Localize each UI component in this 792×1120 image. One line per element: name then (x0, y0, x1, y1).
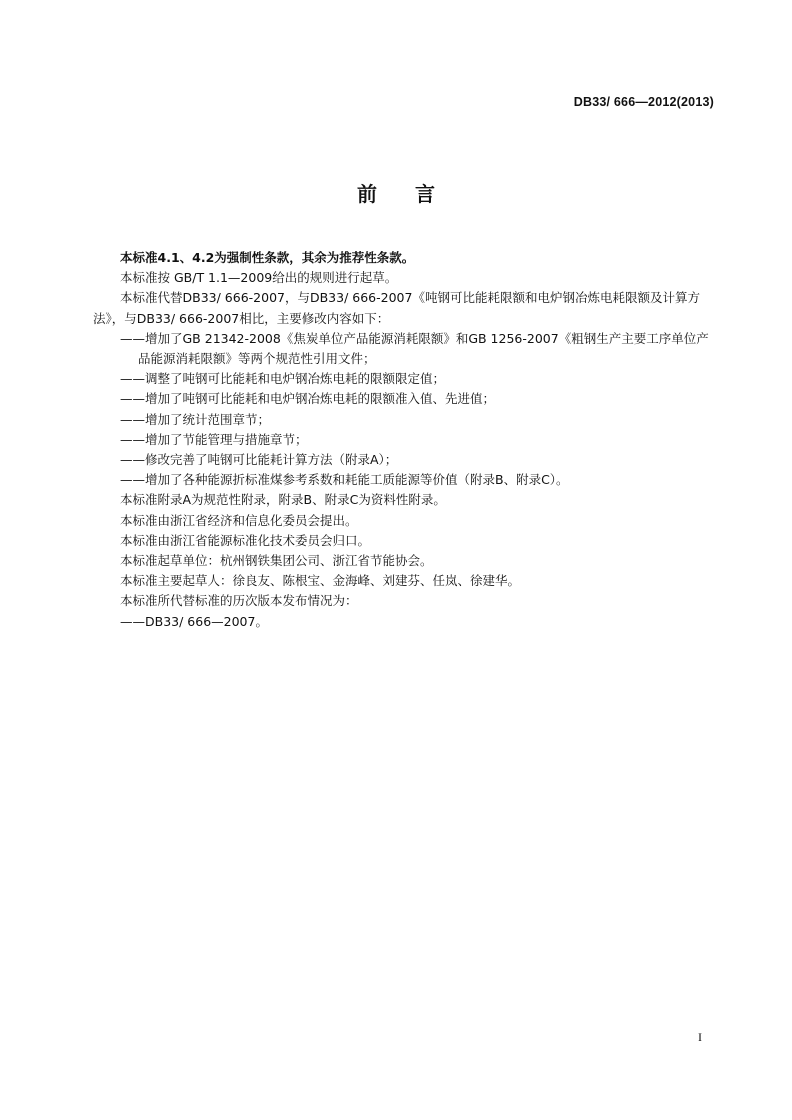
foreword-body (93, 248, 718, 632)
proposer-paragraph: 本标准由浙江省经济和信息化委员会提出。 (120, 512, 358, 528)
change-item: ——调整了吨钢可比能耗和电炉钢冶炼电耗的限额限定值； (120, 371, 446, 387)
drafting-units-paragraph: 本标准起草单位：杭州钢铁集团公司、浙江省节能协会。 (120, 553, 433, 569)
replacement-paragraph: 本标准代替DB33/ 666-2007，与DB33/ 666-2007《吨钢可比能耗限额和电炉钢冶炼电耗限额及计算方法》，与DB33/ 666-2007相比，主要修改内容如下： (93, 290, 700, 326)
change-item: ——增加了各种能源折标准煤参考系数和耗能工质能源等价值（附录B、附录C）。 (120, 472, 569, 488)
change-item: ——增加了GB 21342-2008《焦炭单位产品能源消耗限额》和GB 1256-2007《粗钢生产主要工序单位产品能源消耗限额》等两个规范性引用文件； (120, 330, 709, 367)
committee-paragraph: 本标准由浙江省能源标准化技术委员会归口。 (120, 532, 371, 548)
drafters-paragraph: 本标准主要起草人：徐良友、陈根宝、金海峰、刘建芬、任岚、徐建华。 (120, 573, 521, 589)
mandatory-clause-paragraph: 本标准4.1、4.2为强制性条款，其余为推荐性条款。 (120, 250, 415, 265)
drafting-rule-paragraph: 本标准按 GB/T 1.1—2009给出的规则进行起草。 (120, 270, 398, 286)
change-item: ——增加了统计范围章节； (120, 411, 271, 427)
change-item: ——修改完善了吨钢可比能耗计算方法（附录A）； (120, 452, 398, 468)
appendix-paragraph: 本标准附录A为规范性附录，附录B、附录C为资料性附录。 (120, 492, 446, 508)
history-intro-paragraph: 本标准所代替标准的历次版本发布情况为： (120, 593, 358, 609)
page-number: I (698, 1030, 702, 1044)
standard-code: DB33/ 666—2012(2013) (573, 95, 714, 109)
change-item: ——增加了节能管理与措施章节； (120, 431, 308, 447)
history-item: ——DB33/ 666—2007。 (120, 613, 268, 629)
page-title: 前言 (357, 182, 473, 206)
change-item: ——增加了吨钢可比能耗和电炉钢冶炼电耗的限额准入值、先进值； (120, 391, 496, 407)
